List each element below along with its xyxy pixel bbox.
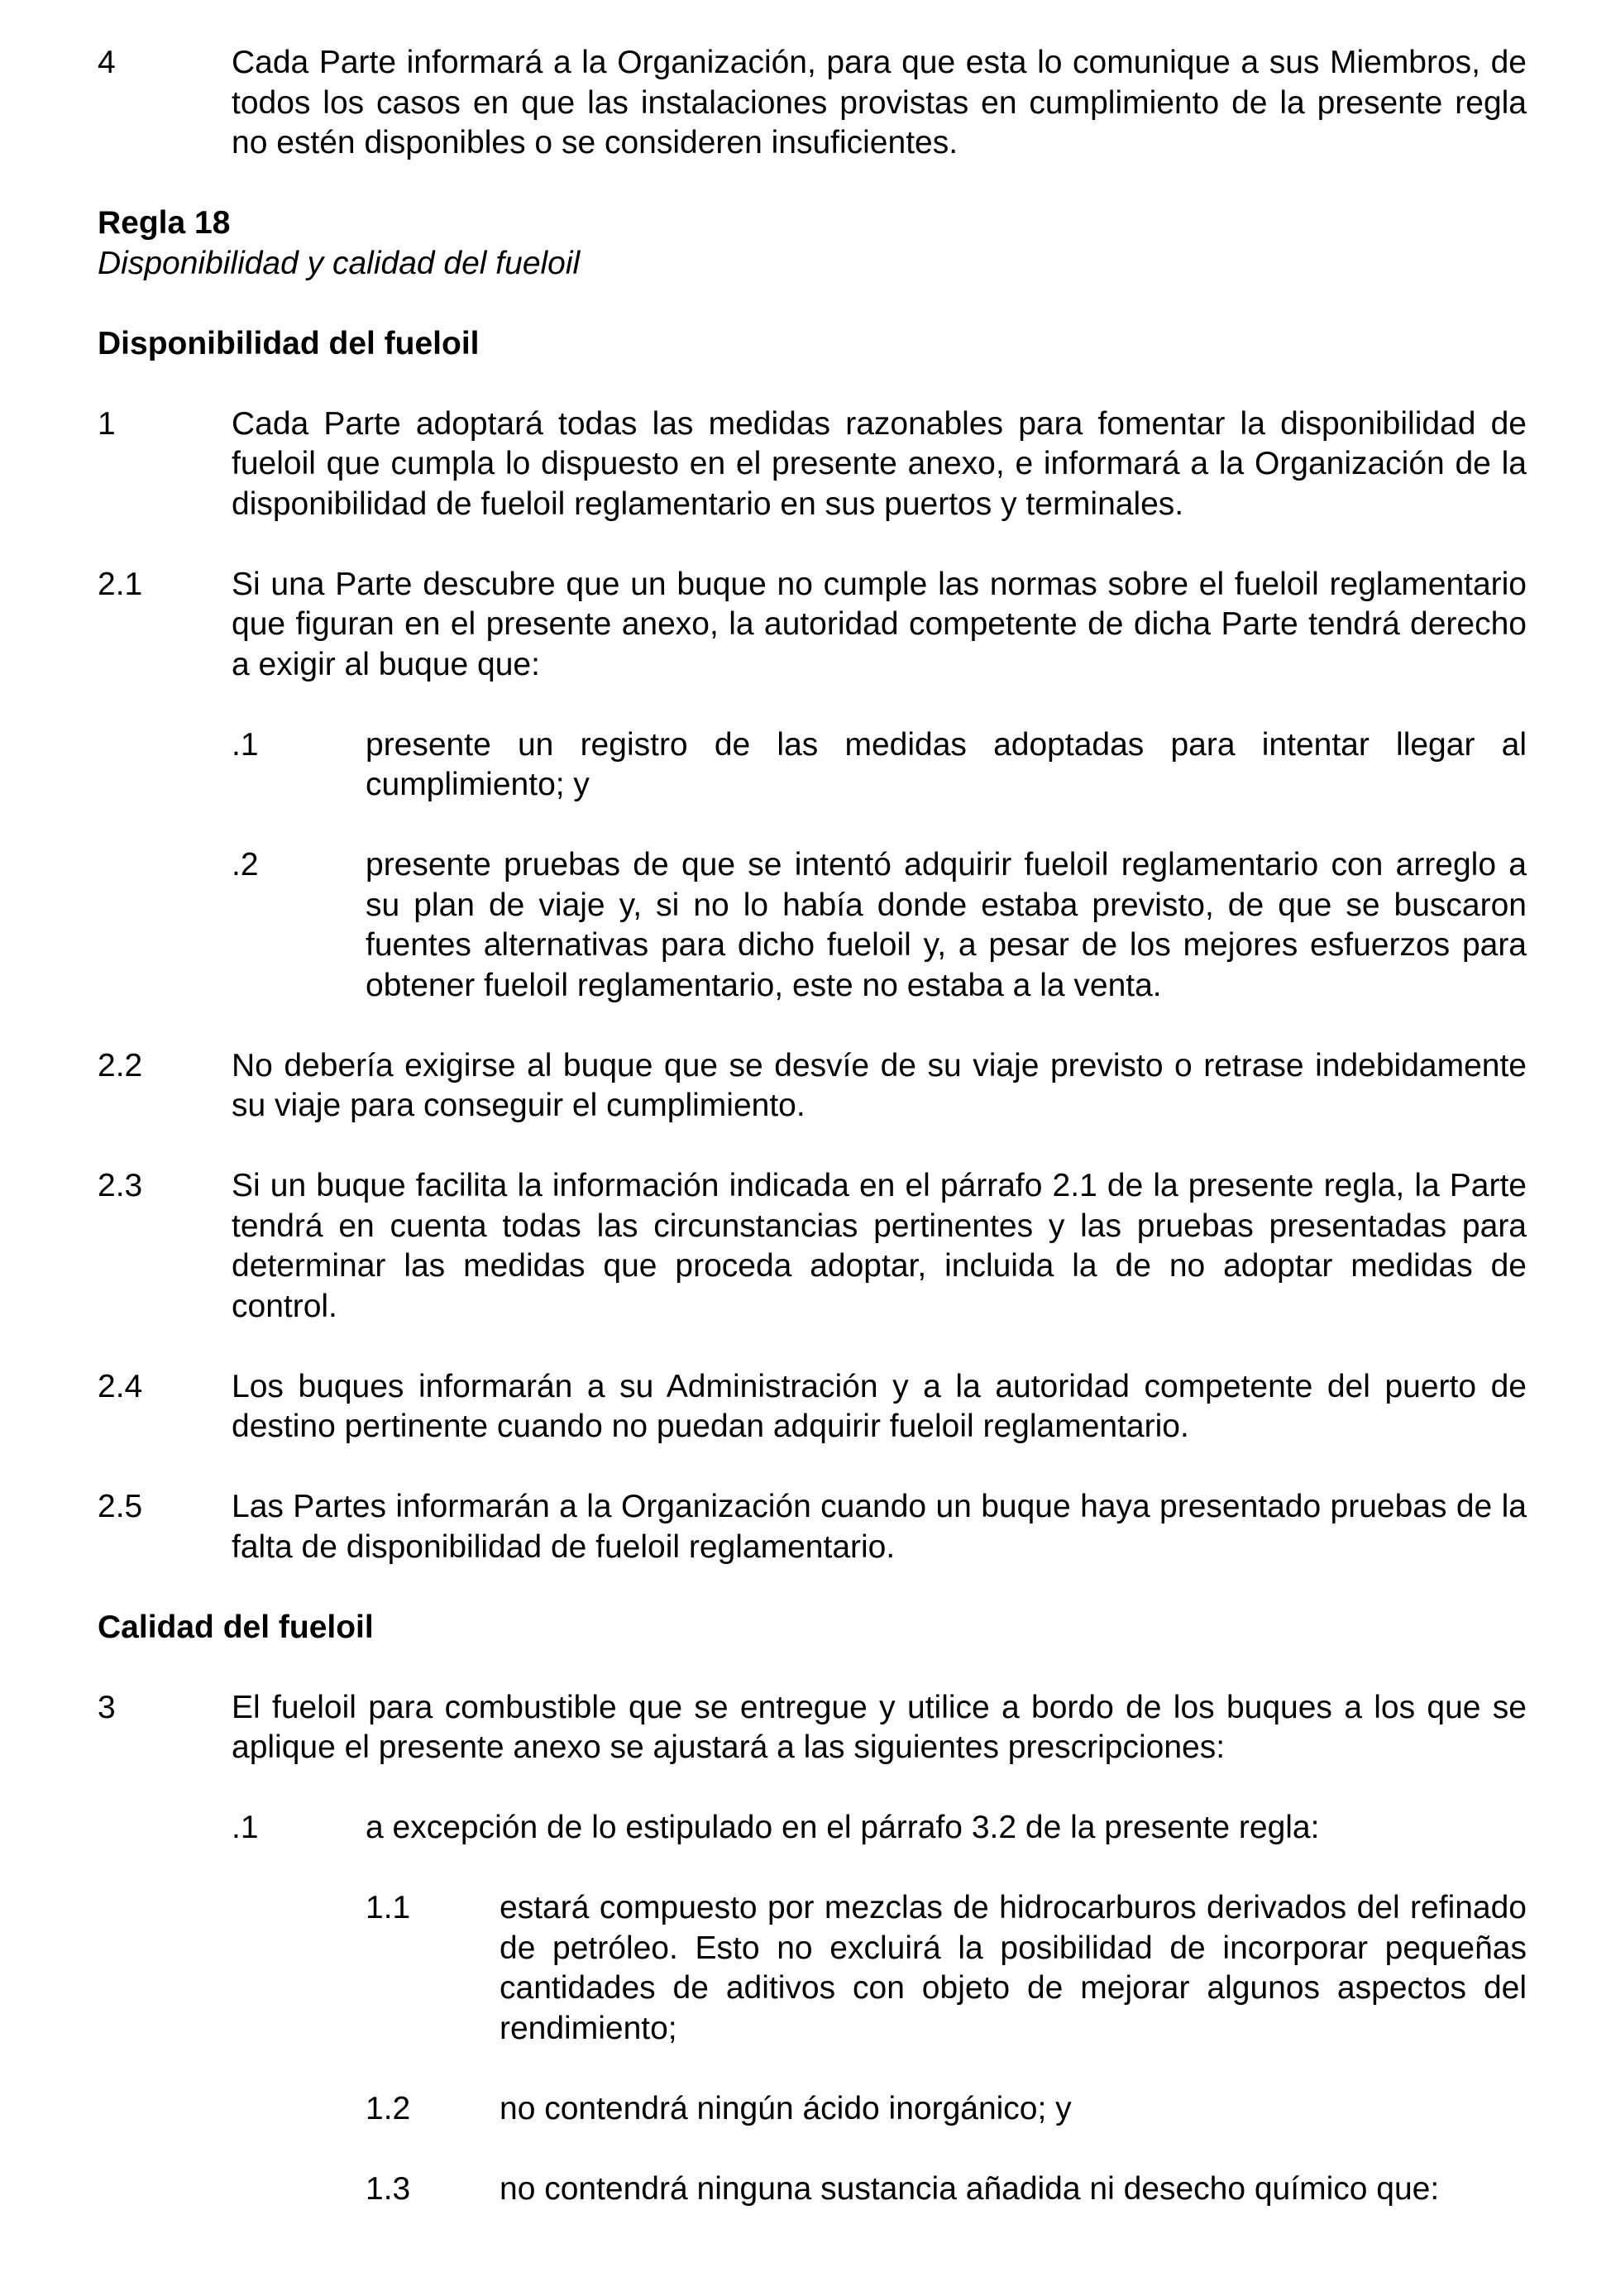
paragraph-number: 2.2 bbox=[98, 1047, 143, 1083]
paragraph-text: Cada Parte informará a la Organización, para que esta lo comunique a sus Miembros, de todos los casos en que las instalaciones provistas en cumplimiento de la presente regla no estén disponibles o se consideren insuficientes. bbox=[232, 45, 1527, 160]
paragraph-2-4 bbox=[98, 1367, 1527, 1447]
paragraph-3 bbox=[98, 1688, 1527, 1768]
list-item bbox=[232, 725, 1527, 806]
paragraph-number: 4 bbox=[98, 45, 116, 80]
sub-list-item-number: 1.3 bbox=[366, 2170, 411, 2207]
sub-list-item bbox=[366, 2169, 1527, 2210]
document-page bbox=[98, 43, 1527, 2250]
paragraph-2-1 bbox=[98, 565, 1527, 686]
rule-heading: Regla 18 bbox=[98, 205, 231, 241]
list-item-number: .1 bbox=[232, 726, 259, 763]
paragraph-number: 1 bbox=[98, 405, 116, 442]
paragraph-2-3 bbox=[98, 1166, 1527, 1327]
list-item-text: presente pruebas de que se intentó adquirir fueloil reglamentario con arreglo a su plan de viaje y, si no lo había donde estaba previsto, de que se buscaron fuentes alternativas para dicho fueloil y, a pesar de los mejores esfuerzos para obtener fueloil reglamentario, este no estaba a la venta. bbox=[366, 847, 1527, 1003]
paragraph-text: El fueloil para combustible que se entregue y utilice a bordo de los buques a los que se aplique el presente anexo se ajustará a las siguientes prescripciones: bbox=[232, 1689, 1527, 1765]
sub-list-item bbox=[366, 1888, 1527, 2049]
section-heading-quality: Calidad del fueloil bbox=[98, 1609, 374, 1645]
rule-header bbox=[98, 203, 1527, 284]
paragraph-text: Los buques informarán a su Administración y a la autoridad competente del puerto de destino pertinente cuando no puedan adquirir fueloil reglamentario. bbox=[232, 1368, 1527, 1444]
sub-list-item-text: no contendrá ningún ácido inorgánico; y bbox=[500, 2090, 1072, 2126]
list-item bbox=[232, 845, 1527, 1006]
paragraph-number: 3 bbox=[98, 1689, 116, 1725]
list-item-number: .2 bbox=[232, 847, 259, 883]
paragraph-number: 2.3 bbox=[98, 1168, 143, 1203]
sub-list-item-number: 1.2 bbox=[366, 2090, 411, 2126]
paragraph-2-5 bbox=[98, 1487, 1527, 1567]
list-item-text: a excepción de lo estipulado en el párrafo 3.2 de la presente regla: bbox=[366, 1810, 1320, 1845]
rule-subtitle: Disponibilidad y calidad del fueloil bbox=[98, 245, 581, 281]
paragraph-text: Cada Parte adoptará todas las medidas razonables para fomentar la disponibilidad de fueloil que cumpla lo dispuesto en el presente anexo, e informará a la Organización de la disponibilidad de fueloil reglamentario en sus puertos y terminales. bbox=[232, 405, 1527, 522]
section-heading-availability: Disponibilidad del fueloil bbox=[98, 325, 480, 361]
sub-list-item-number: 1.1 bbox=[366, 1890, 411, 1925]
paragraph-2-2 bbox=[98, 1046, 1527, 1126]
list-item bbox=[232, 1808, 1527, 1849]
paragraph-number: 2.5 bbox=[98, 1489, 143, 1524]
paragraph-text: Si un buque facilita la información indicada en el párrafo 2.1 de la presente regla, la Parte tendrá en cuenta todas las circunstancias pertinentes y las pruebas presentadas para determinar las medidas que proceda adoptar, incluida la de no adoptar medidas de control. bbox=[232, 1168, 1527, 1324]
list-item-number: .1 bbox=[232, 1810, 259, 1845]
sub-list-item bbox=[366, 2089, 1527, 2130]
paragraph-number: 2.1 bbox=[98, 566, 143, 602]
paragraph-1 bbox=[98, 404, 1527, 525]
paragraph-number: 2.4 bbox=[98, 1368, 143, 1404]
paragraph-4 bbox=[98, 43, 1527, 164]
paragraph-text: Las Partes informarán a la Organización cuando un buque haya presentado pruebas de la falta de disponibilidad de fueloil reglamentario. bbox=[232, 1489, 1527, 1565]
list-item-text: presente un registro de las medidas adoptadas para intentar llegar al cumplimiento; y bbox=[366, 726, 1527, 802]
sub-list-item-text: estará compuesto por mezclas de hidrocarburos derivados del refinado de petróleo. Esto no excluirá la posibilidad de incorporar pequeñas cantidades de aditivos con objeto de mejorar algunos aspectos del rendimiento; bbox=[500, 1890, 1527, 2046]
paragraph-text: Si una Parte descubre que un buque no cumple las normas sobre el fueloil reglamentario que figuran en el presente anexo, la autoridad competente de dicha Parte tendrá derecho a exigir al buque que: bbox=[232, 566, 1527, 682]
sub-list-item-text: no contendrá ninguna sustancia añadida ni desecho químico que: bbox=[500, 2170, 1440, 2207]
paragraph-text: No debería exigirse al buque que se desvíe de su viaje previsto o retrase indebidamente su viaje para conseguir el cumplimiento. bbox=[232, 1047, 1527, 1123]
